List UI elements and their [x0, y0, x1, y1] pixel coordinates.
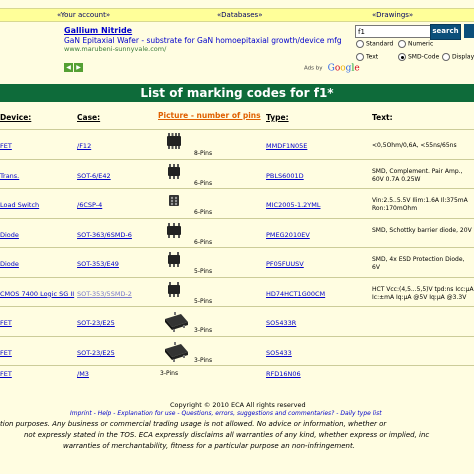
nav-databases[interactable]: «Databases» — [217, 11, 263, 19]
pin-count: 3-Pins — [194, 356, 213, 364]
pin-count: 5-Pins — [194, 297, 213, 305]
disclaimer-line: tion purposes. Any business or commercial trading usage is not allowed. No advice or information, whether or — [0, 420, 387, 428]
arrow-right-icon[interactable]: ▶ — [74, 63, 83, 72]
sot363-package-icon — [162, 222, 188, 240]
radio-label: SMD-Code — [408, 53, 440, 61]
radio-text[interactable] — [356, 53, 378, 61]
nav-your-account[interactable]: «Your account» — [57, 11, 111, 19]
type-link[interactable]: PBLS6001D — [266, 171, 304, 180]
pin-count: 6-Pins — [194, 209, 213, 216]
sot6-package-icon — [162, 163, 188, 181]
table-row — [0, 247, 474, 277]
case-link[interactable]: SOT-23/E25 — [77, 348, 115, 357]
radio-dot — [442, 53, 450, 61]
device-link[interactable]: FET — [0, 370, 12, 378]
table-row — [0, 277, 474, 307]
nav-drawings[interactable]: «Drawings» — [372, 11, 414, 19]
table-row — [0, 306, 474, 336]
device-link[interactable]: Load Switch — [0, 201, 40, 209]
type-link[interactable]: MMDF1N05E — [266, 142, 308, 150]
description-text: SMD, Complement. Pair Amp., 60V 0.7A 0.25W — [372, 167, 463, 183]
copyright-text: Copyright © 2010 ECA All rights reserved — [170, 401, 306, 409]
sot353-package-icon — [162, 281, 188, 299]
table-row — [0, 336, 474, 366]
disclaimer-line: warranties of merchantability, fitness for a particular purpose an non-infringement. — [63, 442, 355, 450]
radio-label: Display — [452, 53, 474, 61]
description-text: <0,5Ohm/0,6A, <55ns/65ns — [372, 142, 457, 149]
arrow-left-icon[interactable]: ◀ — [64, 63, 73, 72]
case-link[interactable]: /F12 — [77, 142, 92, 150]
search-button[interactable]: search — [430, 24, 461, 40]
case-link[interactable]: SOT-23/E25 — [77, 319, 115, 327]
description-text: SMD, Schottky barrier diode, 20V — [372, 226, 472, 234]
so8-package-icon — [162, 133, 188, 151]
radio-label: Standard — [366, 40, 394, 48]
device-link[interactable]: FET — [0, 348, 12, 357]
pin-count: 5-Pins — [194, 268, 213, 275]
radio-display[interactable] — [442, 53, 474, 61]
description-text: Vin:2.5..5.5V Ilim:1.6A Il:375mA Ron:170mOhm — [372, 197, 468, 212]
table-row — [0, 159, 474, 189]
device-link[interactable]: Diode — [0, 260, 19, 268]
device-link[interactable]: FET — [0, 142, 12, 150]
pin-count: 8-Pins — [194, 150, 213, 157]
ad-navigation — [64, 54, 84, 73]
device-link[interactable]: CMOS 7400 Logic SG II — [0, 289, 75, 298]
search-input[interactable] — [355, 25, 431, 38]
case-link[interactable]: SOT-6/E42 — [77, 171, 111, 180]
google-logo: Google — [327, 63, 360, 74]
radio-dot-selected — [398, 53, 406, 61]
description-text: SMD, 4x ESD Protection Diode, 6V — [372, 256, 465, 271]
search-button-edge — [464, 24, 474, 38]
radio-numeric[interactable] — [398, 40, 433, 48]
ad-description[interactable]: GaN Epitaxial Wafer - substrate for GaN homoepitaxial growth/device mfg — [64, 36, 342, 45]
table-row — [0, 188, 474, 218]
header-device[interactable]: Device: — [0, 113, 32, 122]
pin-count: 6-Pins — [194, 238, 213, 246]
device-link[interactable]: Trans. — [0, 171, 20, 180]
type-link[interactable]: SO5433 — [266, 348, 292, 357]
pin-count: 3-Pins — [160, 370, 179, 377]
type-link[interactable]: SO5433R — [266, 319, 297, 327]
radio-label: Numeric — [408, 40, 434, 48]
radio-dot — [356, 40, 364, 48]
type-link[interactable]: HD74HCT1G00CM — [266, 289, 326, 298]
header-case[interactable]: Case: — [77, 113, 101, 122]
description-text: HCT Vcc:(4,5...5,5)V tpd:ns Icc:µA Ic:±mA Iq:µA @5V Iq:µA @3.3V — [372, 285, 474, 301]
pin-count: 6-Pins — [194, 179, 213, 187]
type-link[interactable]: PMEG2010EV — [266, 230, 310, 239]
pin-count: 3-Pins — [194, 327, 213, 334]
sot23-package-icon — [162, 340, 190, 362]
type-link[interactable]: MIC2005-1.2YML — [266, 201, 321, 209]
type-link[interactable]: RFD16N06 — [266, 370, 301, 378]
ad-url[interactable]: www.marubeni-sunnyvale.com/ — [64, 45, 167, 53]
type-link[interactable]: PF05FUUSV — [266, 260, 304, 268]
table-row — [0, 365, 474, 382]
case-link[interactable]: SOT-353/E49 — [77, 260, 119, 268]
ads-by-label: Ads by — [304, 65, 323, 72]
case-link[interactable]: /6CSP-4 — [77, 201, 103, 209]
table-row — [0, 129, 474, 159]
radio-label: Text — [366, 53, 379, 61]
page-title: List of marking codes for f1* — [0, 84, 474, 102]
device-link[interactable]: Diode — [0, 230, 19, 239]
header-picture[interactable]: Picture - number of pins — [158, 111, 261, 120]
ads-by-google[interactable] — [304, 58, 360, 77]
marking-codes-table — [0, 129, 474, 382]
csp-package-icon — [162, 192, 188, 210]
case-link[interactable]: SOT-363/6SMD-6 — [77, 230, 132, 239]
table-row — [0, 218, 474, 248]
radio-smd-code[interactable] — [398, 53, 439, 61]
header-text: Text: — [372, 113, 393, 122]
device-link[interactable]: FET — [0, 319, 12, 327]
ad-title-link[interactable]: Gallium Nitride — [64, 26, 133, 35]
sot23-package-icon — [162, 310, 190, 332]
sot353-package-icon — [162, 251, 188, 269]
case-link[interactable]: /M3 — [77, 370, 89, 378]
disclaimer-line: not expressly stated in the TOS. ECA expressly disclaims all warranties of any kind, whether express or implied, inc — [24, 431, 430, 439]
header-type[interactable]: Type: — [266, 113, 289, 122]
radio-standard[interactable] — [356, 40, 393, 48]
footer-links[interactable]: Imprint - Help - Explanation for use - Questions, errors, suggestions and commentaries? - Daily type list — [70, 410, 382, 417]
radio-dot — [356, 53, 364, 61]
case-link[interactable]: SOT-353/5SMD-2 — [77, 289, 132, 298]
top-navigation — [0, 8, 474, 22]
radio-dot — [398, 40, 406, 48]
